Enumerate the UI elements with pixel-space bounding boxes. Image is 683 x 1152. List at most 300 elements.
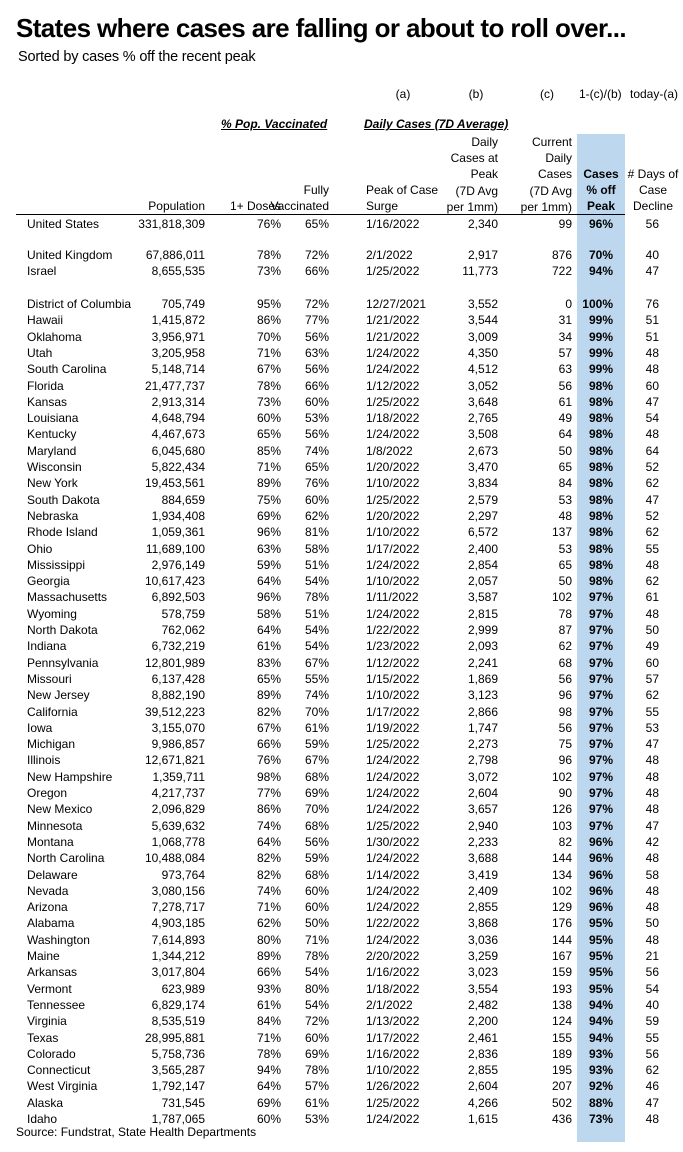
cell-current-cases: 103 <box>551 818 572 833</box>
cell-first-dose-pct: 67% <box>256 720 281 735</box>
cell-current-cases: 876 <box>551 248 572 262</box>
cell-state-name: North Dakota <box>27 623 98 637</box>
table-row <box>0 671 683 687</box>
cell-peak-date: 1/24/2022 <box>366 345 420 360</box>
cell-pct-off-peak: 98% <box>588 378 613 393</box>
cell-first-dose-pct: 82% <box>256 704 281 719</box>
cell-state-name: Minnesota <box>27 818 83 833</box>
cell-cases-at-peak: 2,917 <box>467 248 498 262</box>
cell-state-name: Illinois <box>27 753 61 768</box>
cell-population: 762,062 <box>161 623 205 637</box>
cell-current-cases: 126 <box>551 802 572 817</box>
cell-current-cases: 50 <box>558 443 572 458</box>
cell-population: 12,801,989 <box>144 655 205 670</box>
cell-first-dose-pct: 61% <box>256 997 281 1012</box>
table-row <box>0 410 683 426</box>
table-row <box>0 296 683 312</box>
cell-pct-off-peak: 98% <box>588 541 613 556</box>
cell-state-name: Missouri <box>27 671 72 686</box>
cell-days-of-decline: 47 <box>645 737 659 752</box>
cell-first-dose-pct: 61% <box>256 639 281 654</box>
cell-current-cases: 144 <box>551 851 572 866</box>
cell-pct-off-peak: 95% <box>588 949 613 963</box>
cell-first-dose-pct: 67% <box>256 362 281 377</box>
cell-pct-off-peak: 97% <box>588 688 613 703</box>
cell-pct-off-peak: 97% <box>588 606 613 621</box>
cell-state-name: Connecticut <box>27 1063 91 1078</box>
cell-days-of-decline: 48 <box>645 1112 659 1126</box>
cell-first-dose-pct: 85% <box>256 443 281 458</box>
cell-pct-off-peak: 100% <box>582 297 613 311</box>
cell-state-name: Utah <box>27 345 53 360</box>
cell-days-of-decline: 47 <box>645 492 659 507</box>
cell-pct-off-peak: 95% <box>588 916 613 931</box>
cell-peak-date: 1/24/2022 <box>366 883 420 898</box>
cell-peak-date: 1/25/2022 <box>366 737 420 752</box>
cell-state-name: New Jersey <box>27 688 90 703</box>
cell-current-cases: 65 <box>558 557 572 572</box>
cell-fully-vaccinated-pct: 60% <box>304 883 329 898</box>
cell-pct-off-peak: 97% <box>588 590 613 605</box>
cell-cases-at-peak: 3,834 <box>467 476 498 491</box>
cell-fully-vaccinated-pct: 54% <box>304 574 329 589</box>
cell-pct-off-peak: 96% <box>588 851 613 866</box>
cell-peak-date: 1/22/2022 <box>366 916 420 931</box>
header-fully-vaccinated: Fully Vaccinated <box>270 183 329 214</box>
cell-pct-off-peak: 98% <box>588 557 613 572</box>
cell-days-of-decline: 47 <box>645 394 659 409</box>
cell-cases-at-peak: 3,072 <box>467 769 498 784</box>
cell-pct-off-peak: 95% <box>588 981 613 996</box>
cell-current-cases: 90 <box>558 786 572 800</box>
table-row <box>0 426 683 442</box>
cell-cases-at-peak: 2,273 <box>467 737 498 752</box>
cell-first-dose-pct: 94% <box>256 1063 281 1078</box>
cell-peak-date: 1/10/2022 <box>366 476 420 491</box>
cell-fully-vaccinated-pct: 54% <box>304 623 329 637</box>
cell-fully-vaccinated-pct: 60% <box>304 900 329 915</box>
cell-cases-at-peak: 3,419 <box>467 867 498 882</box>
cell-current-cases: 98 <box>558 704 572 719</box>
cell-days-of-decline: 48 <box>645 802 659 817</box>
cell-days-of-decline: 62 <box>645 476 659 491</box>
cell-cases-at-peak: 2,297 <box>467 508 498 523</box>
cell-pct-off-peak: 94% <box>588 1014 613 1029</box>
cell-pct-off-peak: 96% <box>588 834 613 849</box>
cell-fully-vaccinated-pct: 60% <box>304 1030 329 1045</box>
cell-fully-vaccinated-pct: 74% <box>304 443 329 458</box>
cell-peak-date: 1/24/2022 <box>366 362 420 377</box>
page-title: States where cases are falling or about to roll over... <box>16 13 626 43</box>
col-letter-c: (c) <box>540 87 554 101</box>
cell-days-of-decline: 53 <box>645 720 659 735</box>
table-row <box>0 361 683 377</box>
cell-days-of-decline: 62 <box>645 688 659 703</box>
cell-state-name: United Kingdom <box>27 248 113 262</box>
cell-state-name: Colorado <box>27 1046 76 1061</box>
cell-first-dose-pct: 71% <box>256 1030 281 1045</box>
cell-pct-off-peak: 96% <box>588 217 613 231</box>
cell-pct-off-peak: 97% <box>588 786 613 800</box>
cell-days-of-decline: 40 <box>645 248 659 262</box>
col-formula-pct: 1-(c)/(b) <box>579 87 622 101</box>
cell-days-of-decline: 48 <box>645 851 659 866</box>
cell-first-dose-pct: 95% <box>256 297 281 311</box>
cell-pct-off-peak: 98% <box>588 492 613 507</box>
cell-pct-off-peak: 97% <box>588 720 613 735</box>
cell-pct-off-peak: 98% <box>588 525 613 540</box>
cell-cases-at-peak: 2,765 <box>467 411 498 426</box>
cell-pct-off-peak: 97% <box>588 639 613 654</box>
cell-current-cases: 87 <box>558 623 572 637</box>
cell-days-of-decline: 62 <box>645 525 659 540</box>
cell-peak-date: 1/21/2022 <box>366 313 420 328</box>
cell-fully-vaccinated-pct: 53% <box>304 411 329 426</box>
cell-fully-vaccinated-pct: 56% <box>304 329 329 344</box>
cell-population: 6,892,503 <box>151 590 205 605</box>
cell-first-dose-pct: 98% <box>256 769 281 784</box>
cell-current-cases: 34 <box>558 329 572 344</box>
cell-population: 3,205,958 <box>151 345 205 360</box>
table-row <box>0 622 683 638</box>
cell-days-of-decline: 48 <box>645 557 659 572</box>
table-row <box>0 378 683 394</box>
cell-days-of-decline: 48 <box>645 883 659 898</box>
table-row <box>0 964 683 980</box>
cell-cases-at-peak: 2,798 <box>467 753 498 768</box>
header-population: Population <box>148 199 205 213</box>
cell-fully-vaccinated-pct: 54% <box>304 639 329 654</box>
cell-population: 4,648,794 <box>151 411 205 426</box>
table-row <box>0 932 683 948</box>
cell-fully-vaccinated-pct: 57% <box>304 1079 329 1094</box>
cell-peak-date: 1/24/2022 <box>366 606 420 621</box>
cell-population: 3,155,070 <box>151 720 205 735</box>
cell-current-cases: 56 <box>558 720 572 735</box>
cell-days-of-decline: 48 <box>645 345 659 360</box>
cell-fully-vaccinated-pct: 72% <box>304 297 329 311</box>
cell-state-name: Oklahoma <box>27 329 82 344</box>
cell-population: 1,068,778 <box>151 834 205 849</box>
cell-first-dose-pct: 64% <box>256 574 281 589</box>
cell-population: 1,787,065 <box>151 1112 205 1126</box>
cell-population: 7,278,717 <box>151 900 205 915</box>
cell-peak-date: 1/16/2022 <box>366 965 420 980</box>
cell-cases-at-peak: 3,036 <box>467 932 498 947</box>
cell-state-name: Montana <box>27 834 74 849</box>
cell-peak-date: 1/13/2022 <box>366 1014 420 1029</box>
table-row <box>0 1078 683 1094</box>
cell-first-dose-pct: 96% <box>256 590 281 605</box>
table-row <box>0 785 683 801</box>
cell-state-name: Maine <box>27 949 60 963</box>
cell-population: 1,792,147 <box>151 1079 205 1094</box>
cell-first-dose-pct: 60% <box>256 411 281 426</box>
cell-cases-at-peak: 2,604 <box>467 1079 498 1094</box>
cell-days-of-decline: 56 <box>645 1046 659 1061</box>
cell-current-cases: 84 <box>558 476 572 491</box>
cell-population: 4,217,737 <box>151 786 205 800</box>
table-row <box>0 1095 683 1111</box>
cell-peak-date: 1/25/2022 <box>366 492 420 507</box>
col-formula-days: today-(a) <box>630 87 679 101</box>
cell-current-cases: 159 <box>551 965 572 980</box>
cell-first-dose-pct: 78% <box>256 248 281 262</box>
cell-fully-vaccinated-pct: 54% <box>304 997 329 1012</box>
cell-current-cases: 49 <box>558 411 572 426</box>
cell-population: 3,017,804 <box>151 965 205 980</box>
cell-population: 8,535,519 <box>151 1014 205 1029</box>
cell-current-cases: 102 <box>551 883 572 898</box>
cell-state-name: Oregon <box>27 786 68 800</box>
cell-cases-at-peak: 2,057 <box>467 574 498 589</box>
table-row <box>0 655 683 671</box>
cell-peak-date: 12/27/2021 <box>366 297 427 311</box>
cell-days-of-decline: 50 <box>645 916 659 931</box>
table-row <box>0 459 683 475</box>
cell-population: 1,415,872 <box>151 313 205 328</box>
cell-days-of-decline: 61 <box>645 590 659 605</box>
cell-population: 9,986,857 <box>151 737 205 752</box>
cell-days-of-decline: 57 <box>645 671 659 686</box>
cell-first-dose-pct: 58% <box>256 606 281 621</box>
cell-population: 6,045,680 <box>151 443 205 458</box>
cell-fully-vaccinated-pct: 67% <box>304 753 329 768</box>
cell-state-name: Delaware <box>27 867 78 882</box>
cell-peak-date: 2/1/2022 <box>366 997 413 1012</box>
cell-current-cases: 129 <box>551 900 572 915</box>
cell-first-dose-pct: 82% <box>256 851 281 866</box>
cell-days-of-decline: 60 <box>645 378 659 393</box>
cell-first-dose-pct: 71% <box>256 460 281 474</box>
cell-fully-vaccinated-pct: 70% <box>304 802 329 817</box>
cell-fully-vaccinated-pct: 77% <box>304 313 329 328</box>
cell-population: 3,080,156 <box>151 883 205 898</box>
table-row <box>0 834 683 850</box>
group-header-daily-cases: Daily Cases (7D Average) <box>364 117 509 131</box>
cell-cases-at-peak: 2,093 <box>467 639 498 654</box>
cell-cases-at-peak: 1,869 <box>467 671 498 686</box>
cell-days-of-decline: 56 <box>645 217 659 231</box>
cell-population: 2,913,314 <box>151 394 205 409</box>
cell-state-name: Kansas <box>27 394 68 409</box>
cell-state-name: California <box>27 704 78 719</box>
cell-population: 5,822,434 <box>151 460 205 474</box>
cell-cases-at-peak: 2,815 <box>467 606 498 621</box>
cell-first-dose-pct: 71% <box>256 900 281 915</box>
cell-days-of-decline: 64 <box>645 443 659 458</box>
cell-days-of-decline: 54 <box>645 411 659 426</box>
cell-population: 8,882,190 <box>151 688 205 703</box>
cell-fully-vaccinated-pct: 60% <box>304 394 329 409</box>
cell-population: 3,956,971 <box>151 329 205 344</box>
cell-state-name: Virginia <box>27 1014 67 1029</box>
col-letter-b: (b) <box>468 87 484 101</box>
cell-cases-at-peak: 3,259 <box>467 949 498 963</box>
table-row <box>0 1013 683 1029</box>
table-row <box>0 638 683 654</box>
cell-first-dose-pct: 69% <box>256 1095 281 1110</box>
cell-days-of-decline: 48 <box>645 786 659 800</box>
cell-days-of-decline: 54 <box>645 981 659 996</box>
cell-pct-off-peak: 95% <box>588 932 613 947</box>
cell-cases-at-peak: 2,999 <box>467 623 498 637</box>
cell-cases-at-peak: 2,604 <box>467 786 498 800</box>
cell-state-name: South Carolina <box>27 362 107 377</box>
cell-first-dose-pct: 66% <box>256 737 281 752</box>
table-row <box>0 687 683 703</box>
cell-pct-off-peak: 97% <box>588 802 613 817</box>
cell-peak-date: 1/24/2022 <box>366 557 420 572</box>
table-row <box>0 997 683 1013</box>
cell-fully-vaccinated-pct: 56% <box>304 834 329 849</box>
cell-population: 28,995,881 <box>144 1030 205 1045</box>
cell-fully-vaccinated-pct: 70% <box>304 704 329 719</box>
cell-current-cases: 96 <box>558 753 572 768</box>
cell-pct-off-peak: 97% <box>588 818 613 833</box>
cell-days-of-decline: 48 <box>645 606 659 621</box>
cell-peak-date: 1/25/2022 <box>366 264 420 279</box>
cell-current-cases: 436 <box>551 1112 572 1126</box>
header-days-decline: # Days of Case Decline <box>627 167 679 214</box>
cell-peak-date: 1/11/2022 <box>366 590 419 605</box>
cell-current-cases: 155 <box>551 1030 572 1045</box>
cell-cases-at-peak: 4,512 <box>467 362 498 377</box>
cell-state-name: Nebraska <box>27 508 79 523</box>
cell-cases-at-peak: 3,123 <box>467 688 498 703</box>
cell-current-cases: 138 <box>551 997 572 1012</box>
cell-fully-vaccinated-pct: 56% <box>304 427 329 442</box>
cell-population: 578,759 <box>161 606 205 621</box>
cell-state-name: Maryland <box>27 443 77 458</box>
cell-population: 10,617,423 <box>144 574 205 589</box>
table-row <box>0 508 683 524</box>
cell-first-dose-pct: 86% <box>256 802 281 817</box>
cell-pct-off-peak: 97% <box>588 737 613 752</box>
source-note: Source: Fundstrat, State Health Departments <box>16 1125 257 1139</box>
cell-fully-vaccinated-pct: 56% <box>304 362 329 377</box>
cell-fully-vaccinated-pct: 55% <box>304 671 329 686</box>
cell-state-name: Hawaii <box>27 313 64 328</box>
cell-fully-vaccinated-pct: 58% <box>304 541 329 556</box>
cell-first-dose-pct: 78% <box>256 378 281 393</box>
cell-first-dose-pct: 64% <box>256 834 281 849</box>
cell-peak-date: 1/24/2022 <box>366 769 420 784</box>
cell-current-cases: 31 <box>558 313 572 328</box>
cell-state-name: Wyoming <box>27 606 77 621</box>
cell-pct-off-peak: 98% <box>588 476 613 491</box>
cell-days-of-decline: 60 <box>645 655 659 670</box>
header-current-cases: Current Daily Cases (7D Avg per 1mm) <box>520 135 572 214</box>
cell-days-of-decline: 48 <box>645 753 659 768</box>
table-row <box>0 329 683 345</box>
cell-days-of-decline: 51 <box>645 329 659 344</box>
cell-first-dose-pct: 84% <box>256 1014 281 1029</box>
cell-state-name: Texas <box>27 1030 59 1045</box>
cell-peak-date: 1/24/2022 <box>366 753 420 768</box>
cell-current-cases: 56 <box>558 378 572 393</box>
cell-fully-vaccinated-pct: 61% <box>304 1095 329 1110</box>
cell-peak-date: 1/24/2022 <box>366 900 420 915</box>
cell-cases-at-peak: 6,572 <box>467 525 498 540</box>
table-row <box>0 247 683 263</box>
cell-population: 5,758,736 <box>151 1046 205 1061</box>
cell-first-dose-pct: 65% <box>256 671 281 686</box>
cell-peak-date: 1/20/2022 <box>366 460 420 474</box>
cell-state-name: District of Columbia <box>27 297 132 311</box>
cell-current-cases: 144 <box>551 932 572 947</box>
cell-population: 4,467,673 <box>151 427 205 442</box>
cell-current-cases: 502 <box>551 1095 572 1110</box>
cell-peak-date: 1/21/2022 <box>366 329 420 344</box>
cell-fully-vaccinated-pct: 51% <box>304 606 329 621</box>
cell-first-dose-pct: 64% <box>256 1079 281 1094</box>
cell-pct-off-peak: 98% <box>588 394 613 409</box>
cell-peak-date: 1/24/2022 <box>366 427 420 442</box>
cell-days-of-decline: 58 <box>645 867 659 882</box>
header-first-dose: 1+ Doses <box>229 199 281 213</box>
cell-pct-off-peak: 96% <box>588 883 613 898</box>
cell-days-of-decline: 46 <box>645 1079 659 1094</box>
cell-current-cases: 65 <box>558 460 572 474</box>
cell-cases-at-peak: 2,940 <box>467 818 498 833</box>
cell-state-name: Massachusetts <box>27 590 108 605</box>
cell-first-dose-pct: 89% <box>256 688 281 703</box>
cell-state-name: Rhode Island <box>27 525 98 540</box>
cell-peak-date: 2/1/2022 <box>366 248 413 262</box>
cell-first-dose-pct: 74% <box>256 883 281 898</box>
cell-cases-at-peak: 3,052 <box>467 378 498 393</box>
table-row <box>0 312 683 328</box>
cell-peak-date: 1/10/2022 <box>366 688 420 703</box>
cell-pct-off-peak: 98% <box>588 427 613 442</box>
cell-first-dose-pct: 96% <box>256 525 281 540</box>
cell-days-of-decline: 62 <box>645 574 659 589</box>
cell-fully-vaccinated-pct: 61% <box>304 720 329 735</box>
cell-current-cases: 48 <box>558 508 572 523</box>
cell-fully-vaccinated-pct: 69% <box>304 1046 329 1061</box>
cell-population: 12,671,821 <box>144 753 205 768</box>
cell-fully-vaccinated-pct: 66% <box>304 264 329 279</box>
cell-state-name: United States <box>27 217 100 231</box>
cell-population: 7,614,893 <box>151 932 205 947</box>
cell-cases-at-peak: 2,673 <box>467 443 498 458</box>
cell-pct-off-peak: 99% <box>588 329 613 344</box>
cell-state-name: West Virginia <box>27 1079 98 1094</box>
cell-days-of-decline: 52 <box>645 460 659 474</box>
cell-days-of-decline: 55 <box>645 541 659 556</box>
table-row <box>0 720 683 736</box>
table-row <box>0 915 683 931</box>
cell-current-cases: 137 <box>551 525 572 540</box>
cell-fully-vaccinated-pct: 65% <box>304 460 329 474</box>
cell-peak-date: 1/23/2022 <box>366 639 420 654</box>
cell-pct-off-peak: 98% <box>588 411 613 426</box>
cell-peak-date: 1/22/2022 <box>366 623 420 637</box>
cell-peak-date: 1/10/2022 <box>366 574 420 589</box>
cell-population: 1,934,408 <box>151 508 205 523</box>
cell-state-name: Arkansas <box>27 965 78 980</box>
cell-fully-vaccinated-pct: 60% <box>304 492 329 507</box>
cell-current-cases: 193 <box>551 981 572 996</box>
cell-state-name: Wisconsin <box>27 460 82 474</box>
table-row <box>0 557 683 573</box>
cell-pct-off-peak: 96% <box>588 867 613 882</box>
cell-state-name: Florida <box>27 378 64 393</box>
cell-state-name: Indiana <box>27 639 67 654</box>
table-row <box>0 541 683 557</box>
cell-cases-at-peak: 1,747 <box>467 720 498 735</box>
